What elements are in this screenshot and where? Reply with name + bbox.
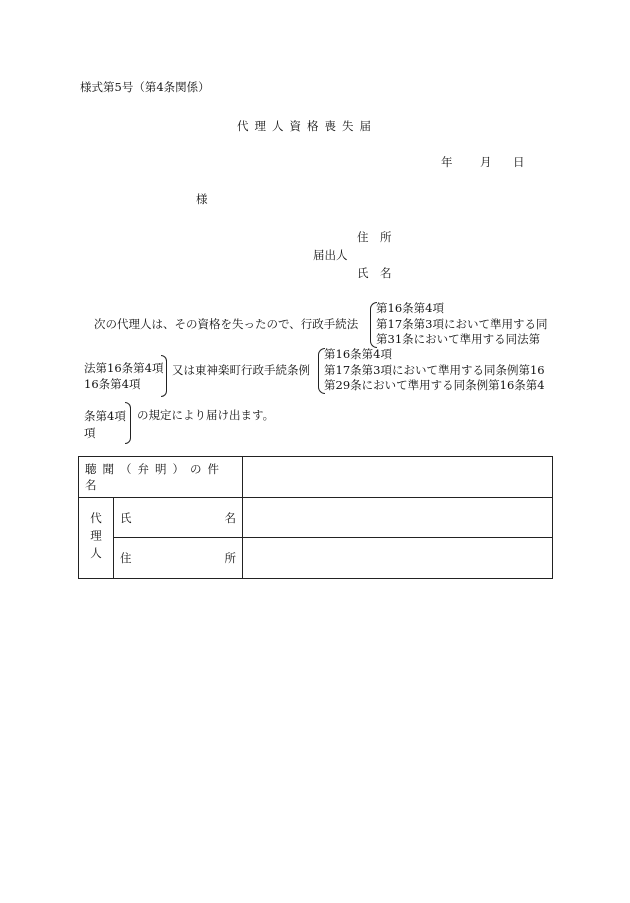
brace1-option-3: 第31条において準用する同法第 xyxy=(376,332,541,346)
agent-label-text: 代理人 xyxy=(89,511,103,565)
brace1-options xyxy=(376,301,547,348)
agent-info-table xyxy=(78,456,553,579)
body-line1-prefix: 次の代理人は、その資格を失ったので、行政手続法 xyxy=(94,317,359,331)
brace3-option-3: 第29条において準用する同条例第16条第4 xyxy=(324,378,545,392)
brace4-option-2: 項 xyxy=(84,426,96,440)
agent-name-label: 氏 名 xyxy=(120,510,236,525)
brace2-option-2: 16条第4項 xyxy=(84,376,141,391)
brace2-options xyxy=(84,361,163,392)
agent-name-label-cell xyxy=(114,498,243,538)
notifier-label: 届出人 xyxy=(313,248,348,262)
brace-2 xyxy=(161,355,167,397)
agent-address-label: 住 所 xyxy=(120,551,236,565)
agent-label xyxy=(79,512,113,565)
hearing-label: 聴聞（弁明）の件名 xyxy=(85,462,225,492)
page-title: 代理人資格喪失届 xyxy=(237,119,377,133)
body-line3-suffix: の規定により届け出ます。 xyxy=(137,408,275,422)
hearing-label-cell xyxy=(79,457,243,498)
date-day: 日 xyxy=(513,155,525,169)
brace1-option-1: 第16条第4項 xyxy=(376,301,444,315)
notifier-name-label: 氏 名 xyxy=(357,266,392,280)
brace1-option-2: 第17条第3項において準用する同 xyxy=(376,316,548,331)
brace-4 xyxy=(125,402,131,444)
notifier-address-label: 住 所 xyxy=(357,230,392,244)
addressee-suffix: 様 xyxy=(196,192,208,206)
date-month: 月 xyxy=(480,155,492,169)
agent-address-value-cell[interactable] xyxy=(243,538,553,579)
form-label: 様式第5号（第4条関係） xyxy=(80,80,210,94)
date-year: 年 xyxy=(441,155,453,169)
brace3-option-1: 第16条第4項 xyxy=(324,347,392,361)
hearing-value-cell[interactable] xyxy=(243,457,553,498)
brace2-option-1: 法第16条第4項 xyxy=(84,361,164,375)
agent-name-value-cell[interactable] xyxy=(243,498,553,538)
brace4-option-1: 条第4項 xyxy=(84,409,126,423)
agent-label-cell xyxy=(79,498,114,579)
brace3-options xyxy=(324,347,545,394)
agent-address-label-cell xyxy=(114,538,243,579)
body-line2-middle: 又は東神楽町行政手続条例 xyxy=(172,363,310,377)
brace3-option-2: 第17条第3項において準用する同条例第16 xyxy=(324,362,545,377)
brace4-options xyxy=(84,408,126,442)
